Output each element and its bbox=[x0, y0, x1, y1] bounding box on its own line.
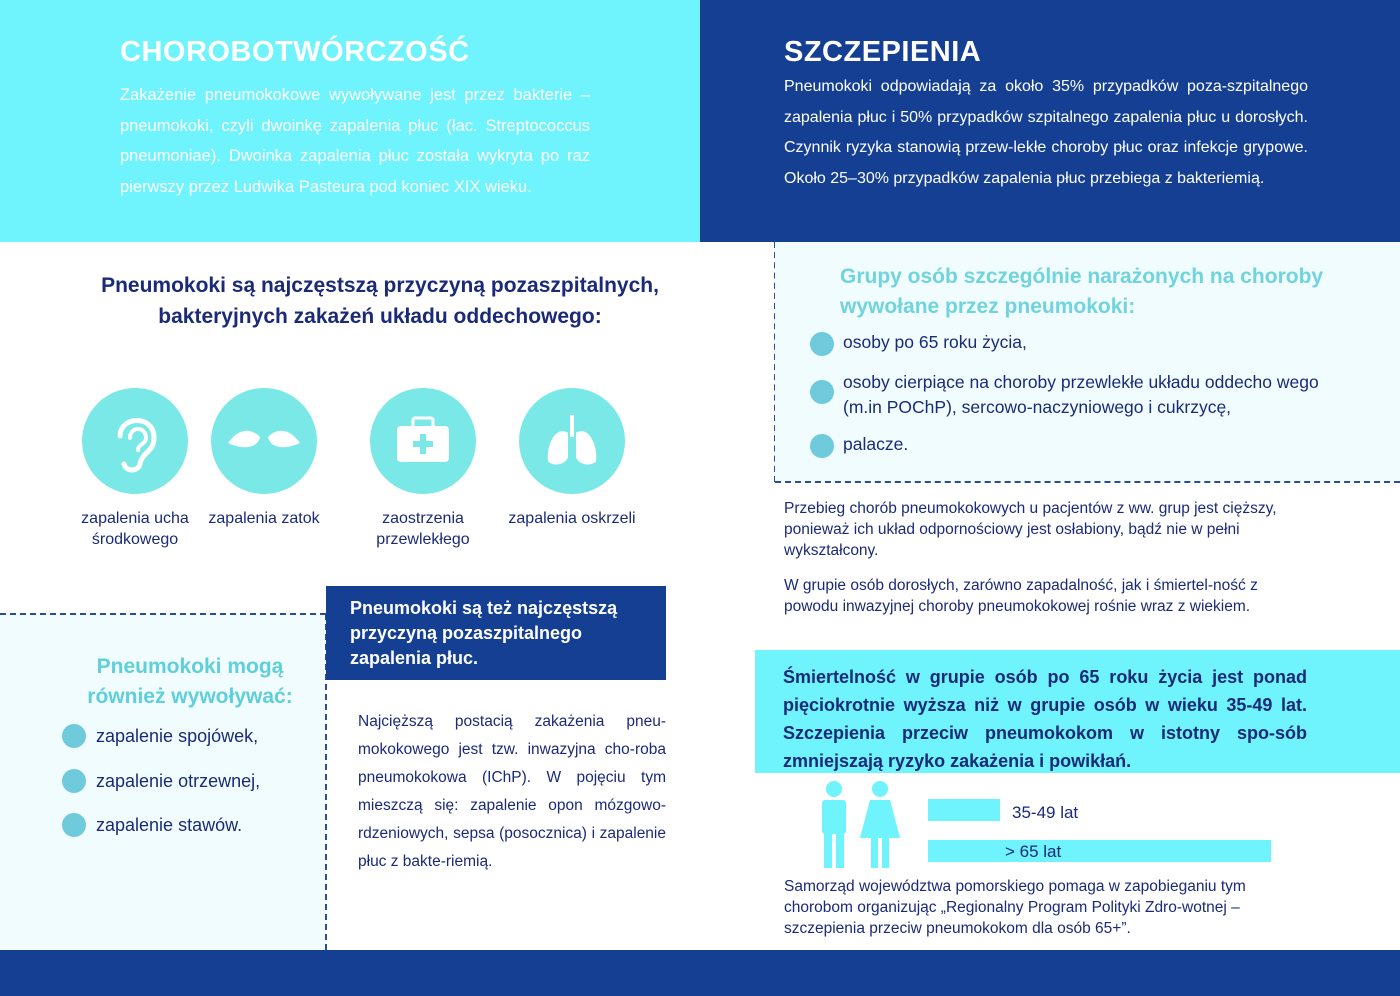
mortality-bar-65-plus bbox=[928, 840, 1271, 862]
disease-label: zapalenia zatok bbox=[208, 510, 320, 527]
bullet-icon bbox=[62, 813, 86, 837]
disease-bronchi bbox=[497, 388, 647, 529]
lungs-icon bbox=[519, 388, 625, 494]
risk-groups-heading: Grupy osób szczególnie narażonych na choroby wywołane przez pneumokoki: bbox=[840, 265, 1324, 318]
list-item bbox=[810, 432, 1330, 458]
disease-ear bbox=[60, 388, 210, 550]
vaccination-panel bbox=[700, 0, 1400, 242]
mortality-bar-35-49 bbox=[928, 799, 1000, 821]
divider bbox=[0, 613, 326, 615]
list-item-label: zapalenie otrzewnej, bbox=[96, 770, 261, 791]
pneumonia-heading: Pneumokoki są też najczęstszą przyczyną pozaszpitalnego zapalenia płuc. bbox=[350, 598, 618, 668]
bullet-icon bbox=[810, 434, 834, 458]
list-item bbox=[62, 769, 260, 793]
bullet-icon bbox=[810, 380, 834, 404]
disease-label: zapalenia oskrzeli bbox=[508, 510, 636, 527]
other-conditions-heading: Pneumokoki mogą również wywoływać: bbox=[87, 655, 293, 708]
mortality-text: Śmiertelność w grupie osób po 65 roku życia jest ponad pięciokrotnie wyższa niż w grupie osób w wieku 35-49 lat. Szczepienia przeciw pneumokokom w istotny spo-sób zmniejszają ryzyko zakażenia i powikłań. bbox=[783, 667, 1307, 771]
list-item-label: osoby cierpiące na choroby przewlekłe układu oddecho wego (m.in POChP), sercowo-naczyniowego i cukrzycę, bbox=[843, 372, 1319, 417]
list-item bbox=[62, 724, 258, 748]
pneumonia-callout bbox=[326, 586, 666, 680]
list-item-label: zapalenie spojówek, bbox=[96, 725, 259, 746]
bar-label: 35-49 lat bbox=[1012, 803, 1079, 822]
disease-chronic bbox=[348, 388, 498, 550]
pathogenicity-text: Zakażenie pneumokokowe wywoływane jest przez bakterie – pneumokoki, czyli dwoinkę zapalenia płuc (łac. Streptococcus pneumoniae). Dwoinka zapalenia płuc została wykryta po raz pierwszy przez Ludwika Pasteura pod koniec XIX wieku. bbox=[120, 86, 590, 196]
bullet-icon bbox=[810, 332, 834, 356]
list-item bbox=[62, 813, 242, 837]
list-item bbox=[810, 370, 1340, 420]
pathogenicity-panel bbox=[0, 0, 700, 242]
vaccination-text: Pneumokoki odpowiadają za około 35% przypadków poza-szpitalnego zapalenia płuc i 50% przypadków szpitalnego zapalenia płuc u dorosłych. Czynnik ryzyka stanowią przew-lekłe choroby płuc oraz infekcje grypowe. Około 25–30% przypadków zapalenia płuc przebiega z bakteriemią. bbox=[784, 78, 1308, 187]
ipd-text: Najcięższą postacią zakażenia pneu-mokokowego jest tzw. inwazyjna cho-roba pneumokokowa (IChP). W pojęciu tym mieszczą się: zapalenie opon mózgowo-rdzeniowych, sepsa (posocznica) i zapalenie płuc z bakte-riemią. bbox=[358, 713, 666, 870]
list-item-label: zapalenie stawów. bbox=[96, 814, 243, 835]
pathogenicity-title: CHOROBOTWÓRCZOŚĆ bbox=[120, 36, 470, 68]
divider bbox=[775, 481, 1400, 483]
footer-band bbox=[0, 950, 1400, 996]
mortality-callout bbox=[755, 650, 1400, 773]
bullet-icon bbox=[62, 724, 86, 748]
list-item-label: palacze. bbox=[843, 434, 909, 454]
list-item-label: osoby po 65 roku życia, bbox=[843, 332, 1027, 352]
disease-label: zapalenia ucha środkowego bbox=[81, 510, 189, 548]
vaccination-title: SZCZEPIENIA bbox=[784, 36, 982, 68]
ear-icon bbox=[82, 388, 188, 494]
respiratory-heading: Pneumokoki są najczęstszą przyczyną pozaszpitalnych, bakteryjnych zakażeń układu oddechowego: bbox=[101, 274, 659, 328]
medical-kit-icon bbox=[370, 388, 476, 494]
bullet-icon bbox=[62, 769, 86, 793]
sinus-icon bbox=[211, 388, 317, 494]
program-text: Samorząd województwa pomorskiego pomaga w zapobieganiu tym chorobom organizując „Regionalny Program Polityki Zdro-wotnej – szczepienia przeciw pneumokokom dla osób 65+”. bbox=[784, 878, 1246, 937]
disease-sinus bbox=[189, 388, 339, 529]
disease-label: zaostrzenia przewlekłego bbox=[376, 510, 470, 548]
course-text: Przebieg chorób pneumokokowych u pacjentów z ww. grup jest cięższy, ponieważ ich układ odpornościowy jest osłabiony, bądź nie w pełni wykształcony. bbox=[784, 500, 1277, 559]
adults-text: W grupie osób dorosłych, zarówno zapadalność, jak i śmiertel-ność z powodu inwazyjnej choroby pneumokokowej rośnie wraz z wiekiem. bbox=[784, 577, 1258, 615]
people-icon bbox=[812, 780, 912, 875]
bar-label: > 65 lat bbox=[1005, 842, 1062, 861]
list-item bbox=[810, 330, 1330, 356]
